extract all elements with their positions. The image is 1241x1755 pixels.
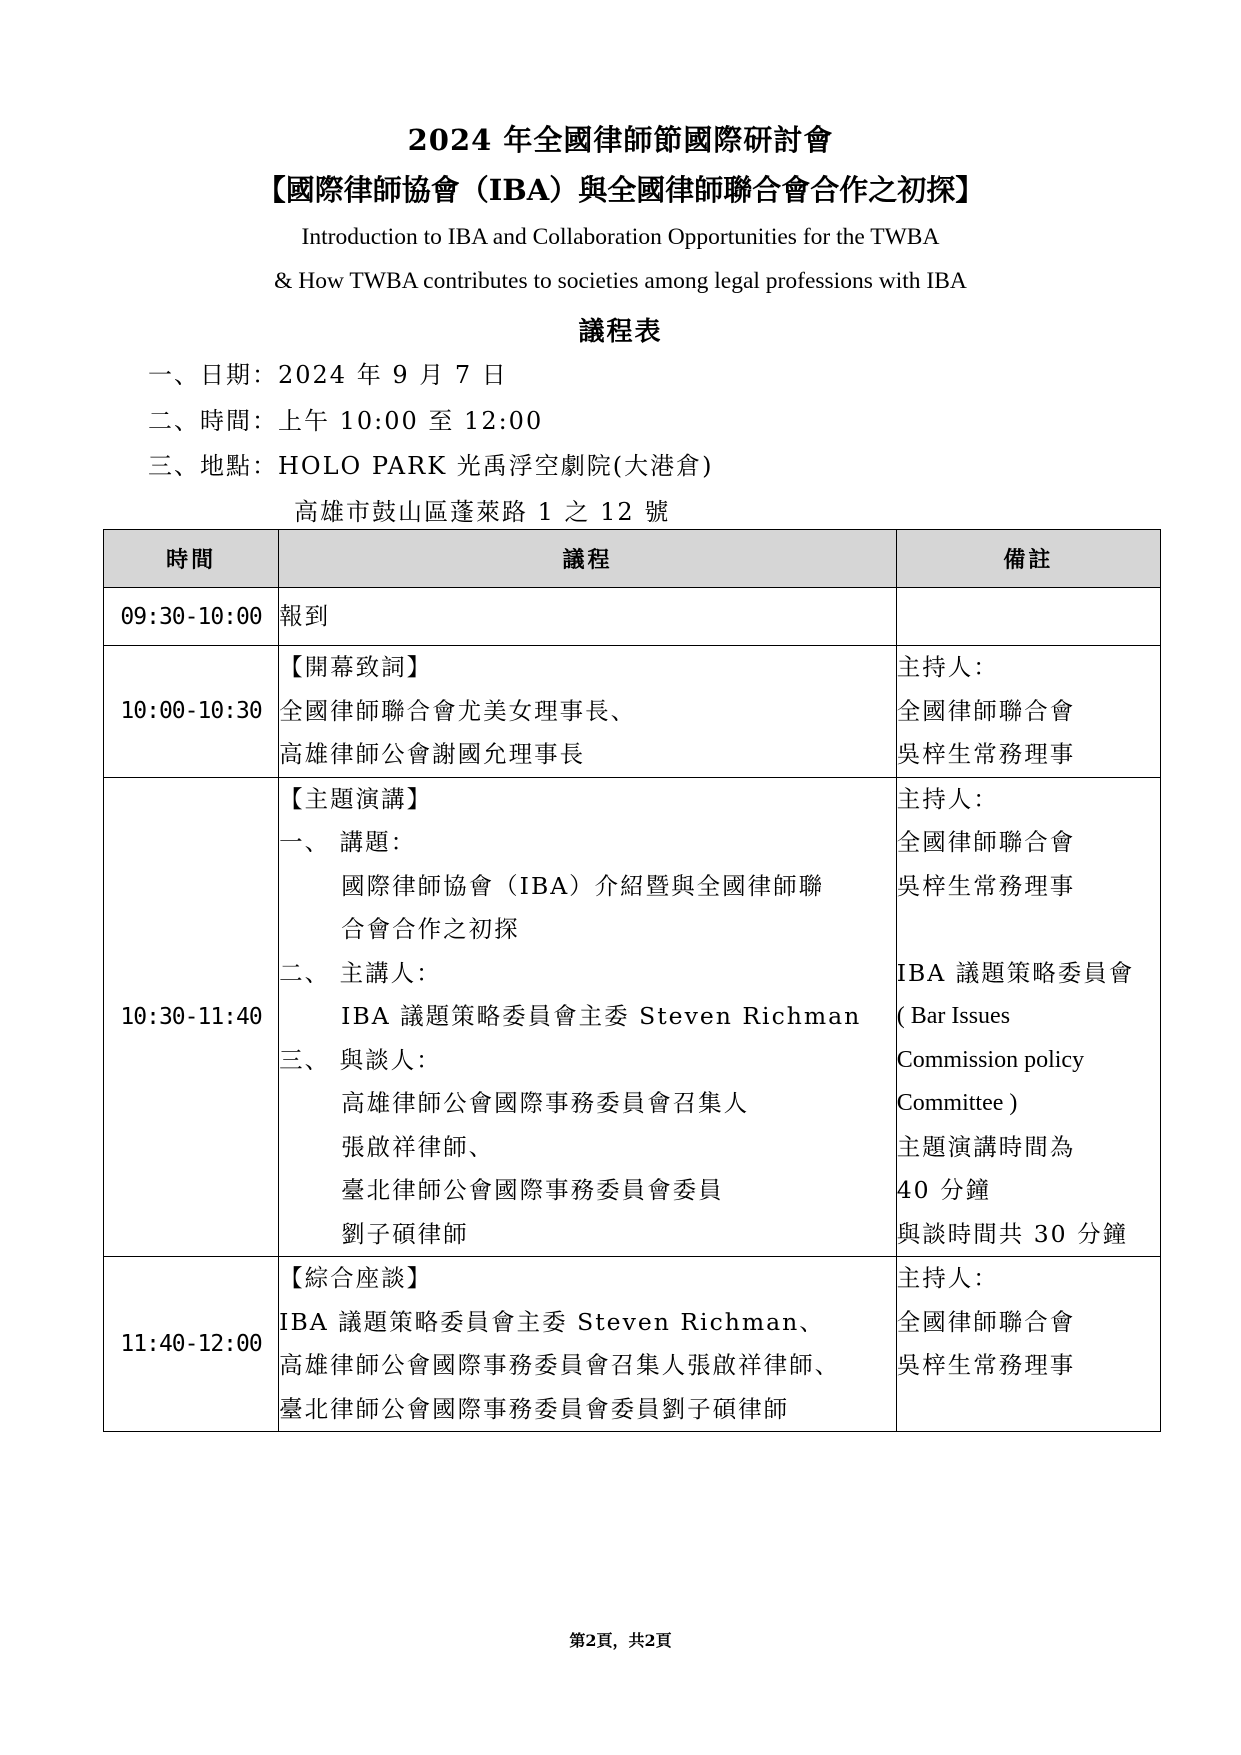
agenda-line: 高雄律師公會謝國允理事長 [279, 740, 586, 768]
table-row [104, 1257, 1161, 1432]
agenda-table [103, 529, 1161, 1432]
agenda-line: 全國律師聯合會尤美女理事長、 [279, 696, 637, 725]
row-agenda [279, 1257, 897, 1432]
table-header-row [104, 530, 1161, 588]
note-line: 吳梓生常務理事 [896, 1351, 1076, 1379]
note-line: 主持人： [896, 784, 999, 813]
agenda-line: 臺北律師公會國際事務委員會委員 [341, 1176, 724, 1204]
note-line: 吳梓生常務理事 [896, 871, 1076, 900]
note-line: 全國律師聯合會 [896, 1307, 1076, 1336]
row-agenda [279, 588, 897, 646]
note-line: 主題演講時間為 [896, 1132, 1076, 1161]
note-line [897, 908, 1160, 952]
note-line: IBA 議題策略委員會 [896, 958, 1135, 987]
note-line: 主持人： [896, 653, 999, 681]
document-subtitle: 【國際律師協會（IBA）與全國律師聯合會合作之初探】 [256, 173, 985, 207]
row-agenda [279, 646, 897, 778]
note-line: 40 分鐘 [896, 1176, 992, 1204]
note-line: 主持人： [896, 1264, 999, 1292]
agenda-line: 國際律師協會（IBA）介紹暨與全國律師聯 [341, 871, 825, 900]
english-title-line-2: & How TWBA contributes to societies among legal professions with IBA [274, 268, 967, 294]
agenda-line: 劉子碩律師 [341, 1219, 469, 1248]
table-row [104, 588, 1161, 646]
agenda-line: 一、 講題： [279, 828, 417, 856]
agenda-line: 【綜合座談】 [279, 1264, 433, 1292]
table-row [104, 646, 1161, 778]
note-line: Committee ) [896, 1090, 1018, 1116]
row-note [896, 1257, 1160, 1432]
row-note [896, 777, 1160, 1257]
agenda-line: 張啟祥律師、 [341, 1132, 495, 1161]
event-place: 三、地點：HOLO PARK 光禹浮空劇院(大港倉) [148, 452, 714, 480]
agenda-line: 報到 [279, 601, 331, 630]
note-line: 全國律師聯合會 [896, 696, 1076, 725]
note-line: 與談時間共 30 分鐘 [896, 1219, 1129, 1248]
agenda-line: IBA 議題策略委員會主委 Steven Richman [341, 1002, 862, 1030]
header-note: 備註 [896, 530, 1160, 588]
agenda-line: 臺北律師公會國際事務委員會委員劉子碩律師 [279, 1394, 790, 1423]
note-line: Commission policy [896, 1046, 1085, 1073]
document-title: 2024 年全國律師節國際研討會 [407, 123, 834, 157]
table-row [104, 777, 1161, 1257]
event-time: 二、時間：上午 10:00 至 12:00 [148, 407, 544, 435]
row-note [896, 646, 1160, 778]
header-time: 時間 [104, 530, 279, 588]
row-time: 11:40-12:00 [104, 1257, 279, 1432]
english-title-line-1: Introduction to IBA and Collaboration Opportunities for the TWBA [301, 224, 940, 250]
note-line: 吳梓生常務理事 [896, 740, 1076, 768]
event-address: 高雄市鼓山區蓬萊路 1 之 12 號 [294, 498, 671, 526]
event-date: 一、日期：2024 年 9 月 7 日 [148, 361, 508, 389]
agenda-heading: 議程表 [578, 317, 663, 347]
agenda-line: 高雄律師公會國際事務委員會召集人張啟祥律師、 [279, 1351, 841, 1379]
agenda-line: 【開幕致詞】 [279, 653, 433, 681]
note-line: ( Bar Issues [896, 1003, 1011, 1029]
row-agenda [279, 777, 897, 1257]
row-time: 10:30-11:40 [104, 777, 279, 1257]
agenda-line: 【主題演講】 [279, 784, 433, 813]
agenda-line: 二、 主講人： [279, 958, 442, 987]
row-time: 10:00-10:30 [104, 646, 279, 778]
row-note [896, 588, 1160, 646]
note-line: 全國律師聯合會 [896, 828, 1076, 856]
agenda-line: 三、 與談人： [279, 1045, 442, 1074]
header-agenda: 議程 [279, 530, 897, 588]
agenda-line: 高雄律師公會國際事務委員會召集人 [341, 1089, 750, 1117]
row-time: 09:30-10:00 [104, 588, 279, 646]
agenda-line: IBA 議題策略委員會主委 Steven Richman、 [279, 1307, 825, 1336]
agenda-line: 合會合作之初探 [341, 915, 520, 943]
page-number: 第2頁，共2頁 [569, 1631, 672, 1650]
